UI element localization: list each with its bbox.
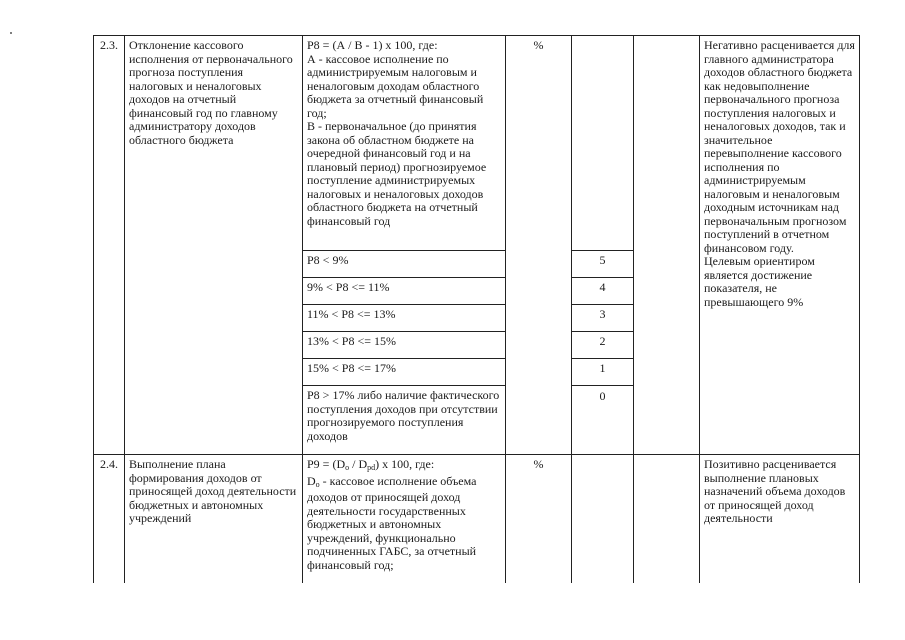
criteria-score: 3 [572, 305, 634, 332]
formula-part: D [307, 473, 316, 488]
criteria-score: 0 [572, 386, 634, 455]
criteria-condition: 9% < Р8 <= 11% [303, 278, 506, 305]
formula-variable-b: В - первоначальное (до принятия закона об областном бюджете на очередной финансовый год и на плановый период) прогнозируемое поступление администрируемых налоговых и неналоговых доходов областного бюджета на отчетный финансовый год [307, 119, 487, 228]
formula-cell [303, 455, 506, 583]
criteria-score: 4 [572, 278, 634, 305]
score-cell-empty [572, 455, 634, 583]
empty-cell [634, 36, 700, 455]
formula-variable-a: А - кассовое исполнение по администрируемым налоговым и неналоговым доходам областного бюджета за отчетный финансовый год; [307, 51, 484, 120]
formula-subscript: pd [367, 463, 376, 472]
table-row [94, 455, 860, 583]
formula-text [307, 458, 501, 475]
comment-text: Негативно расценивается для главного администратора доходов областного бюджета как недовыполнение первоначального прогноза поступления налоговых и неналоговых доходов, так и значительное перевыполнение кассового исполнения по администрируемым налоговым и неналоговым доходным источникам над первоначальным прогнозом поступлений в отчетном финансовом году. [704, 38, 855, 255]
score-cell-empty [572, 36, 634, 251]
criteria-condition: Р8 < 9% [303, 251, 506, 278]
criteria-score: 1 [572, 359, 634, 386]
indicator-title: Отклонение кассового исполнения от первоначального прогноза поступления налоговых и неналоговых доходов на отчетный финансовый год по главному администратору доходов областного бюджета [125, 36, 303, 455]
row-number: 2.4. [94, 455, 125, 583]
formula-cell [303, 36, 506, 251]
formula-variable-d [307, 475, 501, 573]
formula-part: Р9 = (D [307, 457, 346, 471]
empty-cell [634, 455, 700, 583]
formula-text: Р8 = (А / В - 1) x 100, где: [307, 38, 438, 52]
criteria-condition: 13% < Р8 <= 15% [303, 332, 506, 359]
criteria-condition: 11% < Р8 <= 13% [303, 305, 506, 332]
indicator-title: Выполнение плана формирования доходов от приносящей доход деятельности бюджетных и автономных учреждений [125, 455, 303, 583]
criteria-condition: Р8 > 17% либо наличие фактического поступления доходов при отсутствии прогнозируемого поступления доходов [303, 386, 506, 455]
formula-part: / D [349, 457, 368, 471]
indicator-table [93, 35, 860, 583]
formula-subscript: o [345, 463, 350, 472]
row-number: 2.3. [94, 36, 125, 455]
formula-part: - кассовое исполнение объема доходов от приносящей доход деятельности государственных бюджетных и автономных учреждений, функционально подчиненных ГАБС, за отчетный финансовый год; [307, 473, 477, 572]
criteria-score: 2 [572, 332, 634, 359]
table-row [94, 36, 860, 251]
unit-cell: % [506, 36, 572, 455]
unit-cell: % [506, 455, 572, 583]
formula-part: ) x 100, где: [375, 457, 435, 471]
criteria-score: 5 [572, 251, 634, 278]
criteria-condition: 15% < Р8 <= 17% [303, 359, 506, 386]
formula-subscript: o [315, 479, 320, 489]
comment-cell: Позитивно расценивается выполнение плановых назначений объема доходов от приносящей доход деятельности [700, 455, 860, 583]
scan-speck [10, 32, 12, 34]
comment-target: Целевым ориентиром является достижение показателя, не превышающего 9% [704, 254, 815, 309]
comment-cell [700, 36, 860, 455]
